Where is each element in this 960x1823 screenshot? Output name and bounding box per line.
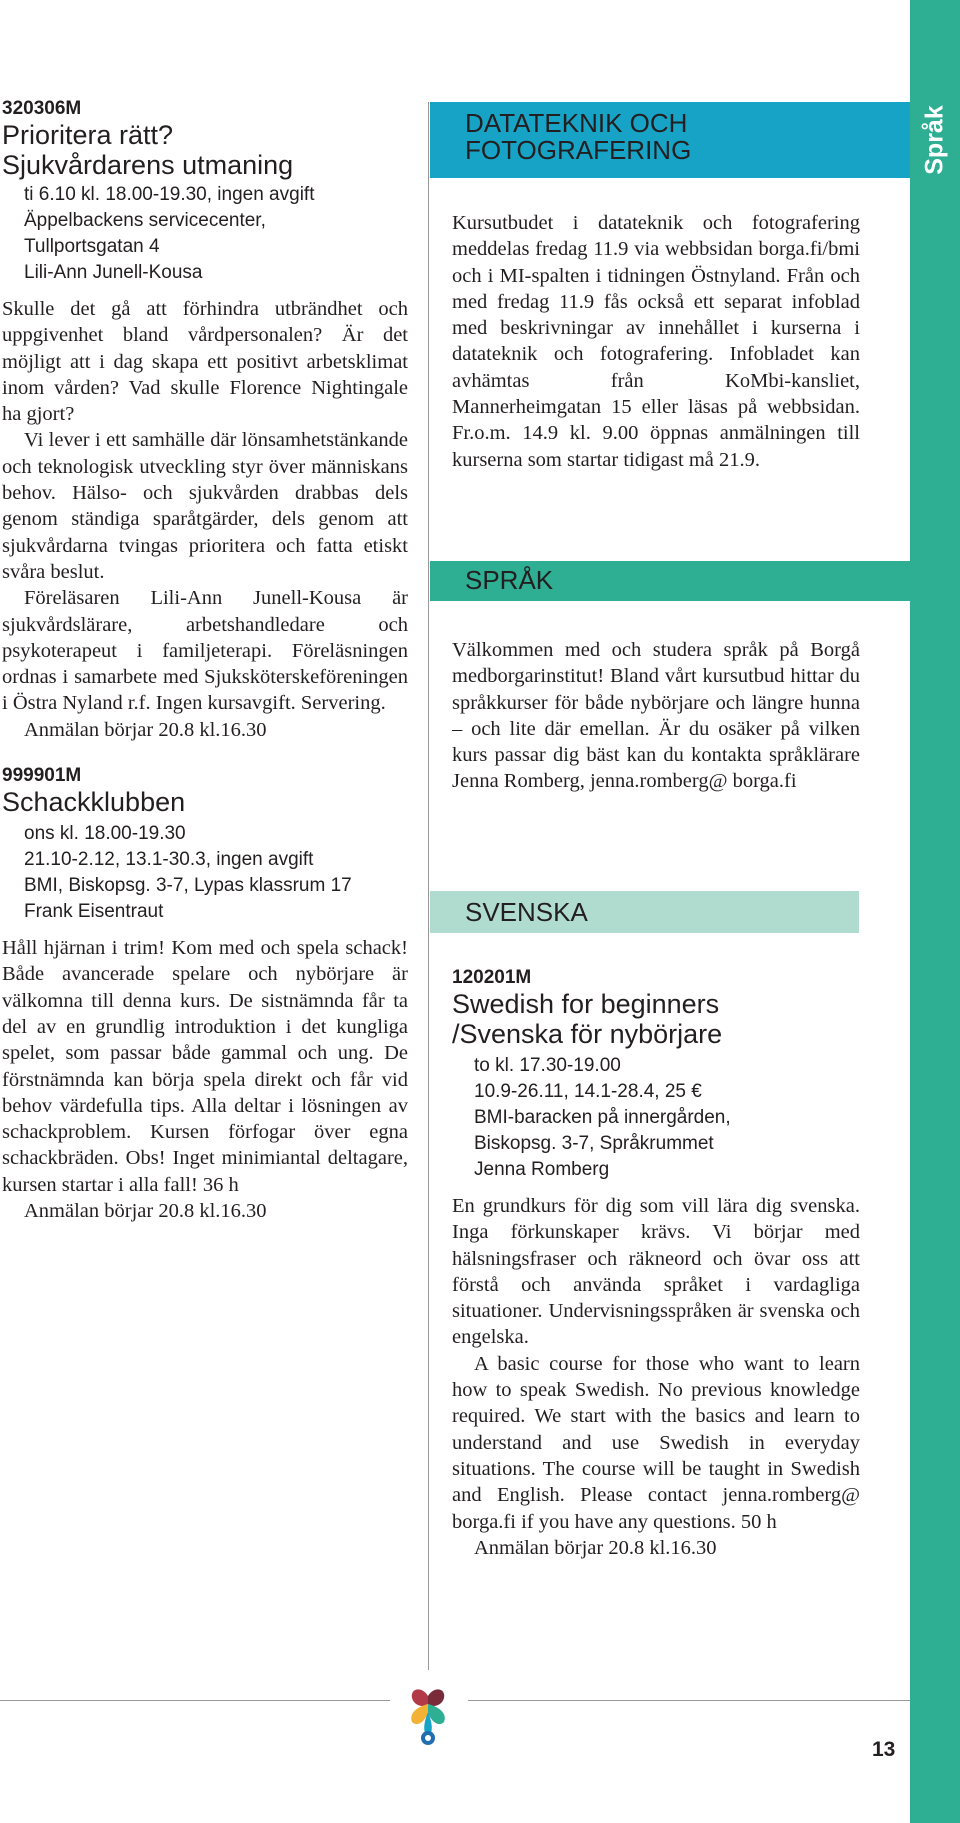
course-teacher: Lili-Ann Junell-Kousa <box>24 262 203 283</box>
course-dates-fee: 10.9-26.11, 14.1-28.4, 25 € <box>474 1081 702 1102</box>
registration-info: Anmälan börjar 20.8 kl.16.30 <box>474 1536 717 1559</box>
section-heading-sprak <box>430 561 910 601</box>
section-side-tab <box>910 0 960 1823</box>
course-location: Äppelbackens servicecenter, <box>24 210 266 231</box>
course-title-line: /Svenska för nybörjare <box>452 1019 723 1049</box>
course-prioritera <box>2 98 408 743</box>
course-title <box>2 120 408 180</box>
institute-logo <box>398 1682 458 1760</box>
section-heading-svenska <box>430 891 859 933</box>
course-title-line: Prioritera rätt? <box>2 120 174 150</box>
course-title <box>452 989 860 1049</box>
footer-rule <box>468 1700 910 1701</box>
course-title: Schackklubben <box>2 787 186 818</box>
course-meta <box>2 182 408 286</box>
description-paragraph: Vi lever i ett samhälle där lönsamhetstänkande och teknologisk utveckling styr över människans behov. Hälso- och sjukvården drabbas dels genom ständiga sparåtgärder, dels genom att sjukvårdarna tvingas prioritera och fatta etiskt svåra beslut. <box>2 429 408 583</box>
course-description <box>452 1193 860 1561</box>
description-paragraph: En grundkurs för dig som vill lära dig svenska. Inga förkunskaper krävs. Vi börjar med hälsningsfraser och räkneord och övar oss att förstå och använda språket i vardagliga situationer. Undervisningsspråken är svenska och engelska. <box>452 1195 860 1349</box>
course-title-line: Sjukvårdarens utmaning <box>2 150 294 180</box>
course-code: 120201M <box>452 967 532 988</box>
course-code: 320306M <box>2 98 82 119</box>
description-paragraph: Skulle det gå att förhindra utbrändhet och uppgivenhet bland vårdpersonalen? Är det möjligt att i dag skapa ett positivt arbetsklimat inom vården? Vad skulle Florence Nightingale ha gjort? <box>2 298 408 426</box>
info-paragraph: Kursutbudet i datateknik och fotografering meddelas fredag 11.9 via webbsidan borga.fi/bmi och i MI-spalten i tidningen Östnyland. Från och med fredag 11.9 fås också ett separat infoblad med beskrivningar av innehållet i kurserna i datateknik och fotografering. Infobladet kan avhämtas från KoMbi-kansliet, Mannerheimgatan 15 eller läsas på webbsidan. Fr.o.m. 14.9 kl. 9.00 öppnas anmälningen till kurserna som startar tidigast må 21.9. <box>452 212 860 471</box>
registration-info: Anmälan börjar 20.8 kl.16.30 <box>24 718 267 741</box>
course-code: 999901M <box>2 765 82 787</box>
section-heading-line: FOTOGRAFERING <box>465 135 692 165</box>
registration-info: Anmälan börjar 20.8 kl.16.30 <box>24 1200 267 1223</box>
course-dates: 21.10-2.12, 13.1-30.3, ingen avgift <box>24 849 314 871</box>
footer-rule <box>0 1700 390 1701</box>
section-heading-text: SVENSKA <box>465 897 588 927</box>
description-paragraph: Håll hjärnan i trim! Kom med och spela schack! Både avancerade spelare och nybörjare är välkomna till denna kurs. De sistnämnda får ta del av en grundlig introduktion i det kungliga spelet, som passar både gammal och ung. De förstnämnda kan börja spela direkt och får vid behov värdefulla tips. Alla deltar i lösningen av schackproblem. Kursen förfogar över egna schackbräden. Obs! Inget minimiantal deltagare, kursen startar i alla fall! 36 h <box>2 937 408 1196</box>
left-column <box>2 98 408 1224</box>
course-schedule: ons kl. 18.00-19.30 <box>24 823 186 845</box>
sprak-info <box>452 637 860 795</box>
course-room: Biskopsg. 3-7, Språkrummet <box>474 1133 714 1154</box>
section-heading-text: SPRÅK <box>465 565 554 595</box>
course-location: BMI-baracken på innergården, <box>474 1107 731 1128</box>
course-schedule: to kl. 17.30-19.00 <box>474 1055 621 1076</box>
course-schackklubben <box>2 765 408 1224</box>
section-heading-line: DATATEKNIK OCH <box>465 108 688 138</box>
course-title-line: Swedish for beginners <box>452 989 720 1019</box>
info-paragraph: Välkommen med och studera språk på Borgå medborgarinstitut! Bland vårt kursutbud hittar du språkkurser för både nybörjare och längre hunna – och lite där emellan. Är du osäker på vilken kurs passar dig bäst kan du kontakta språklärare Jenna Romberg, jenna.romberg@ borga.fi <box>452 639 860 793</box>
course-swedish-for-beginners <box>452 967 860 1561</box>
datateknik-info <box>452 210 860 473</box>
section-heading-datateknik <box>430 102 910 178</box>
course-address: Tullportsgatan 4 <box>24 236 160 257</box>
course-description <box>2 935 408 1224</box>
column-divider <box>428 102 429 1670</box>
course-meta <box>452 1053 860 1183</box>
course-description <box>2 296 408 743</box>
description-paragraph: Föreläsaren Lili-Ann Junell-Kousa är sjukvårdslärare, arbetshandledare och psykoterapeut i familjeterapi. Föreläsningen ordnas i samarbete med Sjuksköterskeföreningen i Östra Nyland r.f. Ingen kursavgift. Servering. <box>2 587 408 715</box>
page-number: 13 <box>872 1738 896 1761</box>
description-paragraph: A basic course for those who want to learn how to speak Swedish. No previous knowledge required. We start with the basics and learn to understand and use Swedish in everyday situations. The course will be taught in Swedish and English. Please contact jenna.romberg@ borga.fi if you have any questions. 50 h <box>452 1352 860 1533</box>
course-teacher: Jenna Romberg <box>474 1159 610 1180</box>
course-location: BMI, Biskopsg. 3-7, Lypas klassrum 17 <box>24 875 352 897</box>
course-schedule: ti 6.10 kl. 18.00-19.30, ingen avgift <box>24 184 315 205</box>
course-teacher: Frank Eisentraut <box>24 901 164 923</box>
course-meta <box>2 821 408 925</box>
section-side-tab-label: Språk <box>920 105 949 175</box>
